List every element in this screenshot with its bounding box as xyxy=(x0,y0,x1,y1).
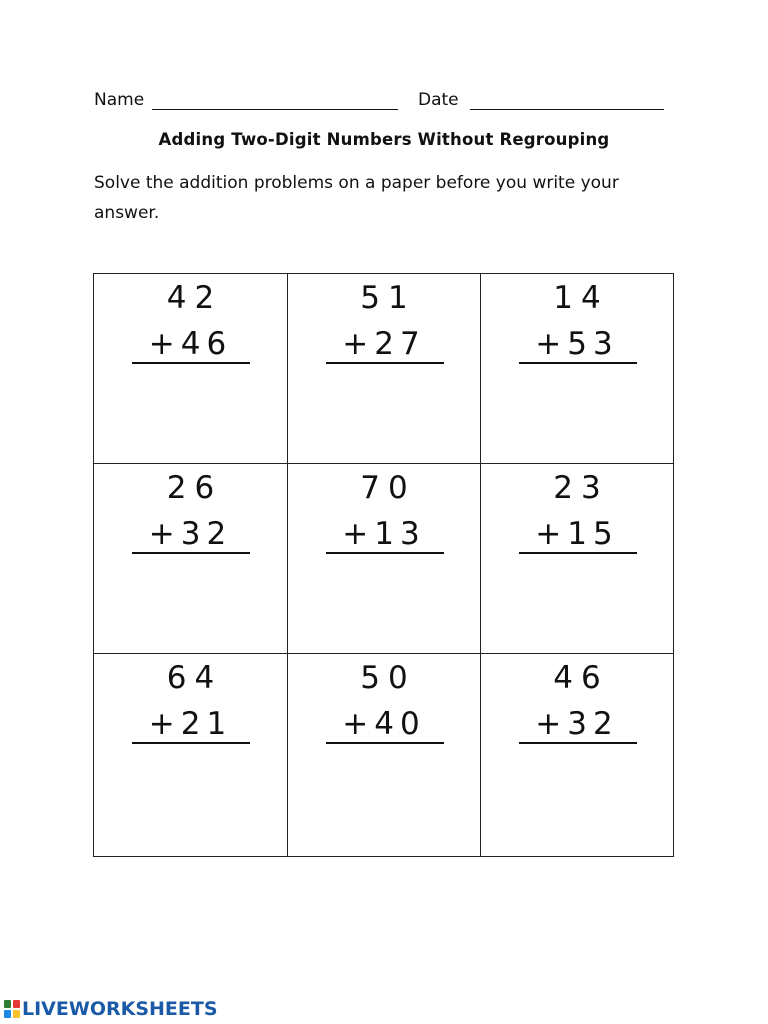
answer-line[interactable] xyxy=(326,552,444,554)
addend-bottom: +53 xyxy=(535,326,619,362)
liveworksheets-logo[interactable] xyxy=(4,996,218,1022)
answer-line[interactable] xyxy=(326,362,444,364)
problem-cell xyxy=(94,274,288,464)
addend-top: 42 xyxy=(166,280,223,316)
answer-line[interactable] xyxy=(326,742,444,744)
addend-top: 51 xyxy=(360,280,416,316)
problem-cell xyxy=(94,464,288,654)
problem-cell xyxy=(481,464,673,654)
addend-bottom: +32 xyxy=(148,516,233,552)
logo-square xyxy=(13,1010,20,1018)
addend-top: 23 xyxy=(553,470,609,506)
answer-line[interactable] xyxy=(519,552,637,554)
addend-top: 64 xyxy=(166,660,223,696)
instructions-text: Solve the addition problems on a paper before you write your answer. xyxy=(94,173,619,223)
logo-text: LIVEWORKSHEETS xyxy=(22,998,218,1020)
addend-bottom: +27 xyxy=(342,326,426,362)
addend-top: 26 xyxy=(166,470,223,506)
problem-cell xyxy=(288,654,481,856)
addend-top: 14 xyxy=(553,280,609,316)
date-label: Date xyxy=(418,90,459,110)
addend-bottom: +40 xyxy=(342,706,426,742)
answer-line[interactable] xyxy=(132,362,250,364)
header-row xyxy=(94,88,674,114)
worksheet-title: Adding Two-Digit Numbers Without Regrouping xyxy=(158,130,610,149)
answer-line[interactable] xyxy=(132,552,250,554)
answer-line[interactable] xyxy=(132,742,250,744)
problem-cell xyxy=(94,654,288,856)
logo-squares-icon xyxy=(4,1000,20,1018)
problem-cell xyxy=(481,654,673,856)
addend-bottom: +32 xyxy=(535,706,619,742)
addend-top: 70 xyxy=(360,470,416,506)
addend-bottom: +13 xyxy=(342,516,426,552)
date-input-line[interactable] xyxy=(470,109,664,110)
logo-square xyxy=(4,1010,11,1018)
addend-bottom: +46 xyxy=(148,326,233,362)
problem-cell xyxy=(288,464,481,654)
problem-cell xyxy=(288,274,481,464)
answer-line[interactable] xyxy=(519,362,637,364)
name-label: Name xyxy=(94,90,145,110)
addend-bottom: +21 xyxy=(148,706,233,742)
problem-cell xyxy=(481,274,673,464)
logo-square xyxy=(4,1000,11,1008)
logo-square xyxy=(13,1000,20,1008)
answer-line[interactable] xyxy=(519,742,637,744)
addend-top: 50 xyxy=(360,660,416,696)
name-input-line[interactable] xyxy=(152,109,398,110)
addend-top: 46 xyxy=(553,660,609,696)
problems-grid xyxy=(93,273,674,857)
addend-bottom: +15 xyxy=(535,516,619,552)
